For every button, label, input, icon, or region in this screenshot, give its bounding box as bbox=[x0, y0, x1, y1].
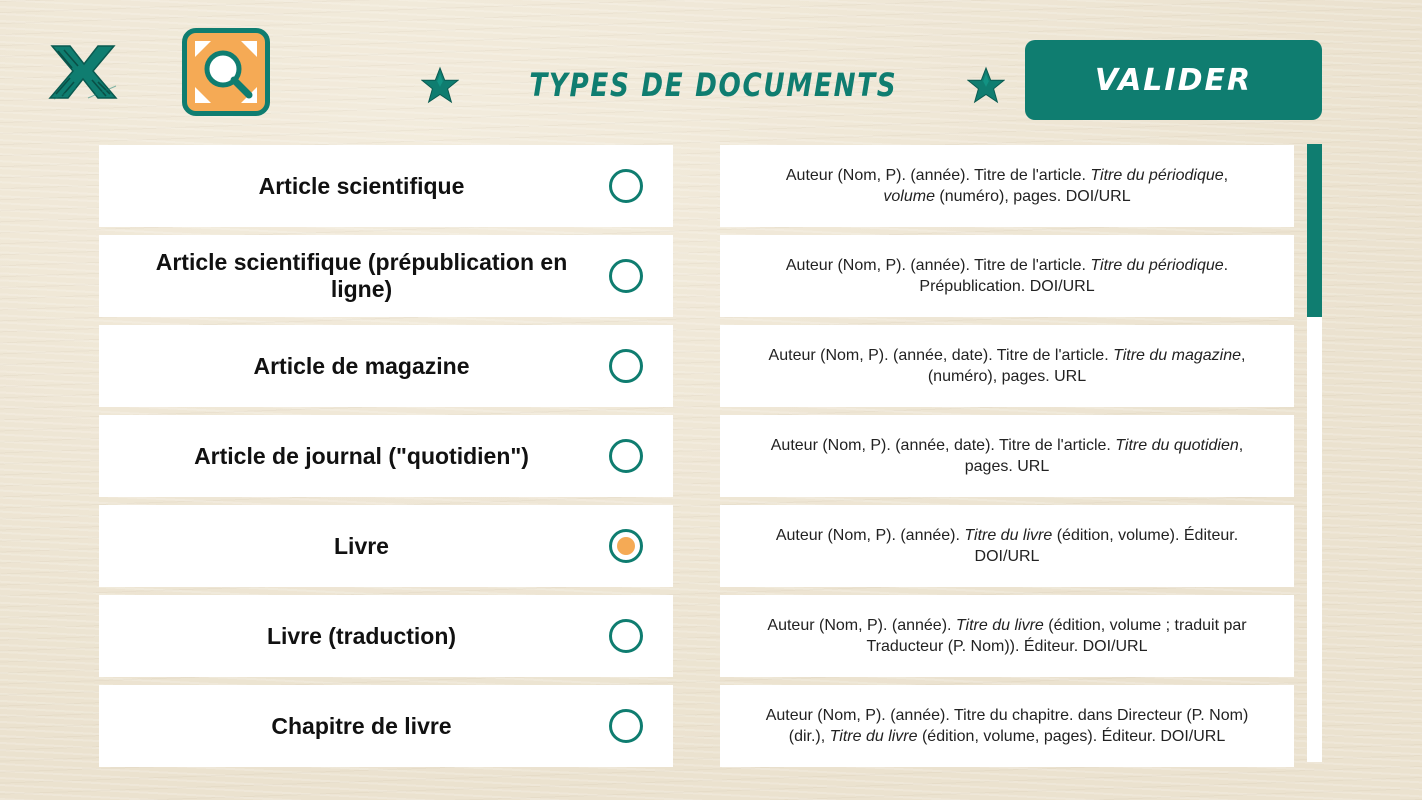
document-type-label: Article de journal ("quotidien") bbox=[194, 442, 529, 469]
citation-format-card bbox=[720, 325, 1294, 407]
document-type-option[interactable] bbox=[99, 505, 673, 587]
citation-format-text: Auteur (Nom, P). (année, date). Titre de l'article. Titre du quotidien, pages. URL bbox=[770, 437, 1244, 475]
document-type-label: Article scientifique bbox=[258, 172, 465, 199]
scrollbar[interactable] bbox=[1307, 144, 1322, 762]
page-title: TYPES DE DOCUMENTS bbox=[529, 66, 897, 104]
document-type-radio[interactable] bbox=[609, 529, 643, 563]
citation-format-card bbox=[720, 505, 1294, 587]
citation-format-text: Auteur (Nom, P). (année). Titre du livre (édition, volume). Éditeur. DOI/URL bbox=[775, 527, 1239, 565]
star-icon bbox=[967, 66, 1005, 104]
document-type-option[interactable] bbox=[99, 235, 673, 317]
close-x-icon bbox=[48, 42, 118, 100]
citation-format-card bbox=[720, 685, 1294, 767]
document-type-radio[interactable] bbox=[609, 349, 643, 383]
validate-button[interactable]: VALIDER bbox=[1025, 40, 1322, 120]
document-type-option[interactable] bbox=[99, 595, 673, 677]
document-type-option[interactable] bbox=[99, 145, 673, 227]
citation-format-text: Auteur (Nom, P). (année, date). Titre de l'article. Titre du magazine, (numéro), pages. URL bbox=[768, 347, 1246, 385]
document-type-radio[interactable] bbox=[609, 619, 643, 653]
citation-format-card bbox=[720, 595, 1294, 677]
citation-format-text: Auteur (Nom, P). (année). Titre de l'article. Titre du périodique. Prépublication. DOI/URL bbox=[785, 257, 1229, 295]
document-type-label: Article de magazine bbox=[253, 352, 470, 379]
document-type-option[interactable] bbox=[99, 415, 673, 497]
citation-format-text: Auteur (Nom, P). (année). Titre du chapitre. dans Directeur (P. Nom) (dir.), Titre du livre (édition, volume, pages). Éditeur. DOI/URL bbox=[765, 707, 1249, 745]
document-type-label: Livre (traduction) bbox=[266, 622, 457, 649]
citation-format-card bbox=[720, 415, 1294, 497]
document-type-radio[interactable] bbox=[609, 169, 643, 203]
citation-format-text: Auteur (Nom, P). (année). Titre de l'article. Titre du périodique, volume (numéro), pages. DOI/URL bbox=[785, 167, 1229, 205]
document-type-radio[interactable] bbox=[609, 439, 643, 473]
document-type-option[interactable] bbox=[99, 325, 673, 407]
document-type-option[interactable] bbox=[99, 685, 673, 767]
document-type-label: Article scientifique (prépublication en ligne) bbox=[155, 249, 568, 302]
document-type-radio[interactable] bbox=[609, 259, 643, 293]
star-icon bbox=[421, 66, 459, 104]
magnify-expand-icon bbox=[187, 33, 265, 111]
document-type-label: Chapitre de livre bbox=[271, 712, 452, 739]
citation-format-card bbox=[720, 235, 1294, 317]
zoom-button[interactable] bbox=[182, 28, 270, 116]
citation-format-text: Auteur (Nom, P). (année). Titre du livre (édition, volume ; traduit par Traducteur (P. Nom)). Éditeur. DOI/URL bbox=[767, 617, 1247, 655]
citation-format-card bbox=[720, 145, 1294, 227]
document-type-label: Livre bbox=[334, 532, 389, 559]
scrollbar-thumb[interactable] bbox=[1307, 144, 1322, 317]
close-button[interactable] bbox=[48, 42, 118, 100]
title-bar bbox=[468, 60, 958, 110]
document-type-radio[interactable] bbox=[609, 709, 643, 743]
